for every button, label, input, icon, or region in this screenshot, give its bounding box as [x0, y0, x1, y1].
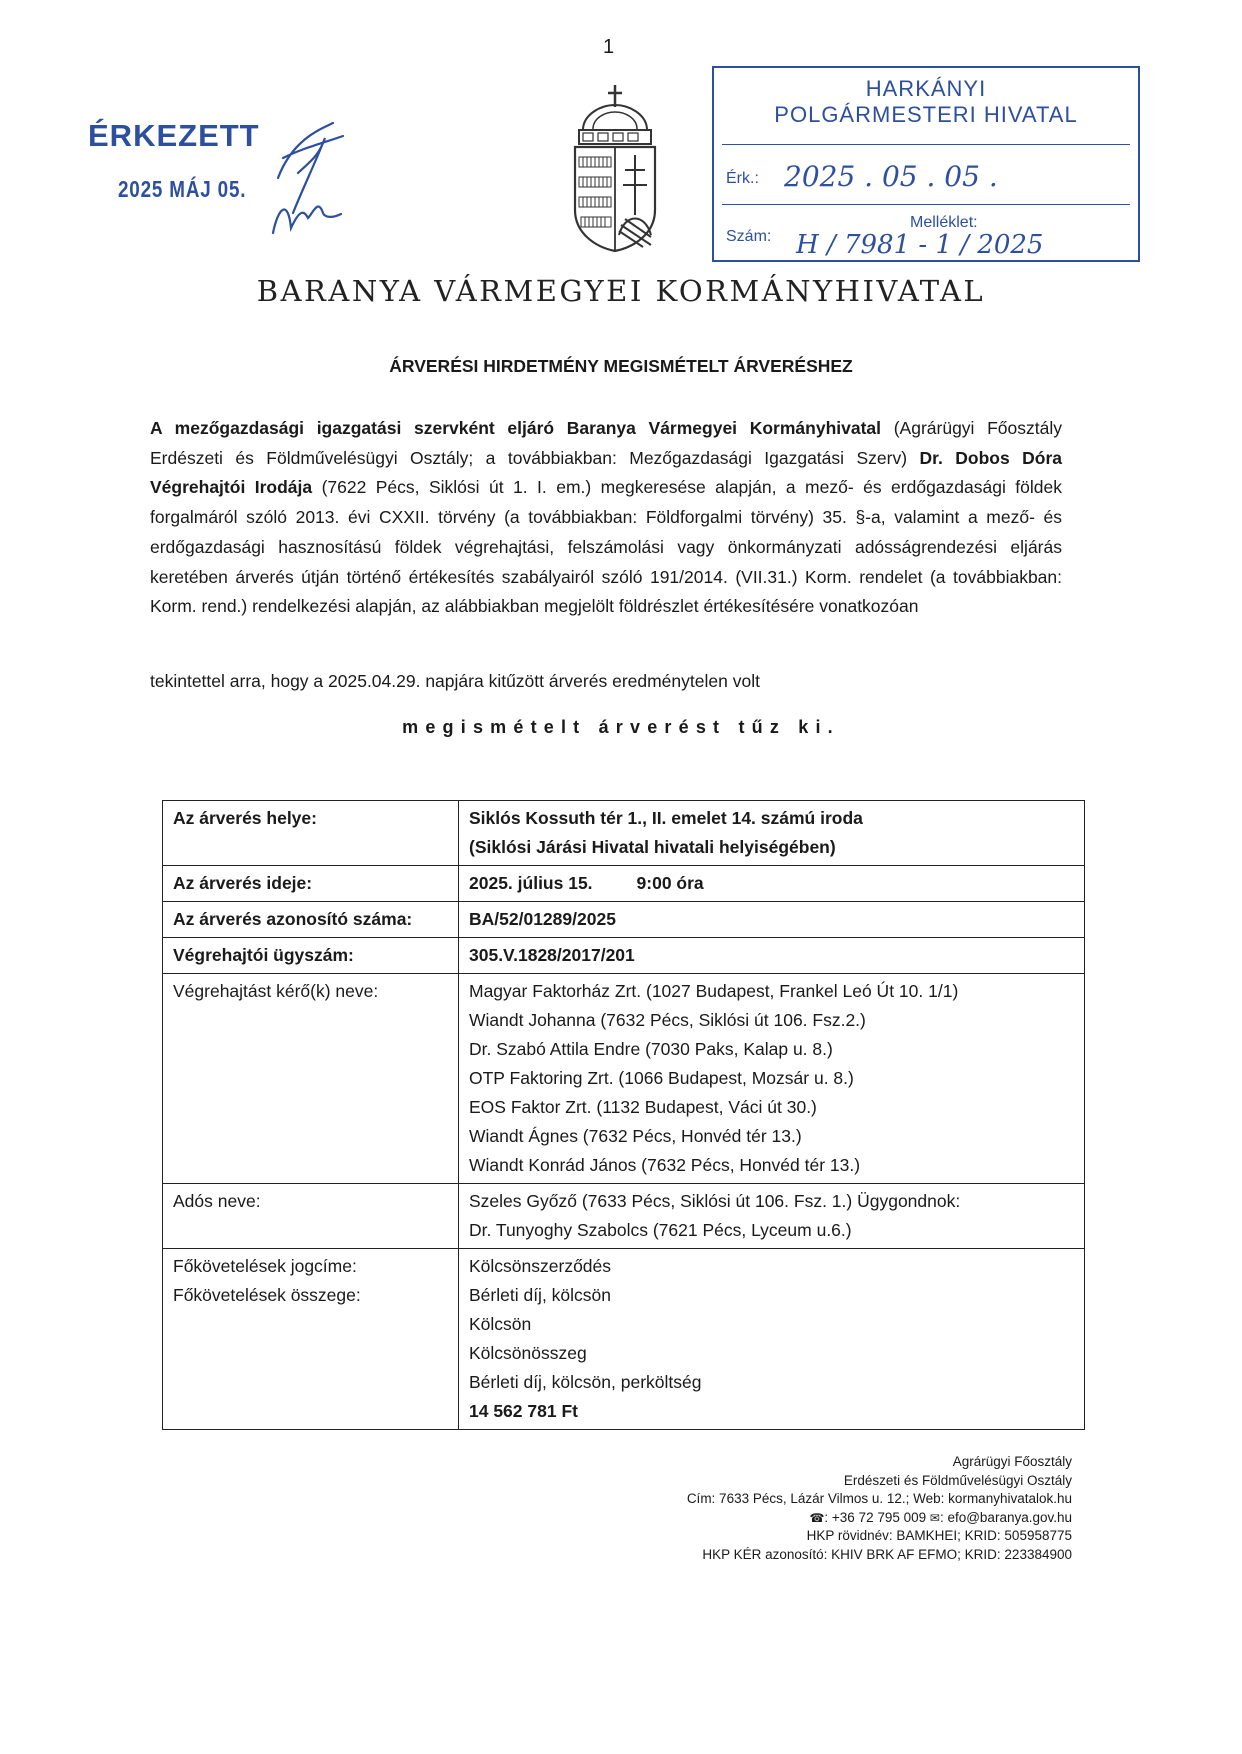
table-row [163, 866, 1085, 902]
place-label: Az árverés helye: [163, 801, 459, 866]
footer-unit: Erdészeti és Földművelésügyi Osztály [843, 1472, 1072, 1488]
phone-icon: ☎ [809, 1510, 825, 1525]
intro-text-2: (7622 Pécs, Siklósi út 1. I. em.) megkeresése alapján, a mező- és erdőgazdasági földek forgalmáról szóló 2013. évi CXXII. törvény (a továbbiakban: Földforgalmi törvény) 35. §-a, valamint a mező- és erdőgazdasági hasznosítású földek végrehajtási, felszámolási vagy önkormányzati adósságrendezési eljárás keretében árverés útján történő értékesítés szabályairól szóló 191/2014. (VII.31.) Korm. rendelet (a továbbiakban: Korm. rend.) rendelkezési alapján, az alábbiakban megjelölt földrészlet értékesítésére vonatkozóan [150, 477, 1062, 617]
claims-labels [163, 1249, 459, 1430]
case-label: Végrehajtói ügyszám: [163, 938, 459, 974]
table-row [163, 1184, 1085, 1249]
claim-item: Bérleti díj, kölcsön, perköltség [469, 1372, 702, 1392]
intro-bold-2: Dr. Dobos Dóra Végrehajtói Irodája [150, 447, 1062, 498]
claim-item: Bérleti díj, kölcsön [469, 1285, 612, 1305]
place-value-line: (Siklósi Járási Hivatal hivatali helyiségében) [469, 837, 836, 857]
claims-title-label: Főkövetelések jogcíme: [173, 1256, 357, 1276]
reception-stamp [712, 66, 1140, 262]
requester-item: Dr. Szabó Attila Endre (7030 Paks, Kalap u. 8.) [469, 1039, 833, 1059]
claim-item: Kölcsön [469, 1314, 532, 1334]
time-value [459, 866, 1085, 902]
announcement: megismételt árverést tűz ki. [402, 717, 840, 737]
requester-item: Magyar Faktorház Zrt. (1027 Budapest, Frankel Leó Út 10. 1/1) [469, 981, 959, 1001]
table-row [163, 1249, 1085, 1430]
requesters-list [459, 974, 1085, 1184]
claims-list [459, 1249, 1085, 1430]
arrival-stamp-label: ÉRKEZETT [88, 118, 260, 153]
debtor-line: Szeles Győző (7633 Pécs, Siklósi út 106. Fsz. 1.) Ügygondnok: [469, 1191, 961, 1211]
reception-office-line2: POLGÁRMESTERI HIVATAL [774, 102, 1078, 127]
footer-phone: : +36 72 795 009 [824, 1509, 927, 1525]
id-value: BA/52/01289/2025 [459, 902, 1085, 938]
requester-item: Wiandt Konrád János (7632 Pécs, Honvéd tér 13.) [469, 1155, 861, 1175]
intro-bold-1: A mezőgazdasági igazgatási szervként eljáró Baranya Vármegyei Kormányhivatal [150, 418, 882, 438]
table-row [163, 902, 1085, 938]
claims-total: 14 562 781 Ft [469, 1401, 578, 1421]
time-date: 2025. július 15. [469, 873, 593, 893]
requester-item: OTP Faktoring Zrt. (1066 Budapest, Mozsár u. 8.) [469, 1068, 854, 1088]
coat-of-arms [565, 85, 665, 255]
auction-info-table [162, 800, 1085, 1430]
place-value [459, 801, 1085, 866]
page-number: 1 [603, 36, 615, 58]
id-label: Az árverés azonosító száma: [163, 902, 459, 938]
claims-sum-label: Főkövetelések összege: [173, 1285, 361, 1305]
requester-item: Wiandt Ágnes (7632 Pécs, Honvéd tér 13.) [469, 1126, 802, 1146]
footer-address: Cím: 7633 Pécs, Lázár Vilmos u. 12.; Web: kormanyhivatalok.hu [686, 1491, 1072, 1506]
footer-department: Agrárügyi Főosztály [952, 1454, 1072, 1469]
reception-szam-value: H / 7981 - 1 / 2025 [796, 230, 1044, 260]
debtor-value [459, 1184, 1085, 1249]
intro-text-1: (Agrárügyi Főosztály Erdészeti és Földművelésügyi Osztály; a továbbiakban: Mezőgazdasági Igazgatási Szerv) [150, 418, 1063, 468]
requester-item: EOS Faktor Zrt. (1132 Budapest, Váci út 30.) [469, 1097, 817, 1117]
requesters-label: Végrehajtást kérő(k) neve: [163, 974, 459, 1184]
case-value: 305.V.1828/2017/201 [459, 938, 1085, 974]
reception-melleklet-label: Melléklet: [910, 214, 978, 231]
table-row [163, 974, 1085, 1184]
footer-email: : efo@baranya.gov.hu [939, 1509, 1072, 1525]
debtor-line: Dr. Tunyoghy Szabolcs (7621 Pécs, Lyceum u.6.) [469, 1220, 852, 1240]
claim-item: Kölcsönszerződés [469, 1256, 612, 1276]
table-row [163, 938, 1085, 974]
footer-phone-mail [472, 1509, 1072, 1528]
reception-office-line1: HARKÁNYI [865, 76, 987, 101]
intro-paragraph [150, 414, 1062, 622]
debtor-label: Adós neve: [163, 1184, 459, 1249]
reception-szam-label: Szám: [726, 228, 772, 245]
signature [263, 118, 353, 238]
time-label: Az árverés ideje: [163, 866, 459, 902]
table-row [163, 801, 1085, 866]
arrival-stamp [88, 118, 338, 248]
place-value-line: Siklós Kossuth tér 1., II. emelet 14. számú iroda [469, 808, 863, 828]
reception-erk-value: 2025 . 05 . 05 . [784, 160, 998, 193]
arrival-stamp-date: 2025 MÁJ 05. [118, 176, 247, 202]
reception-erk-label: Érk.: [726, 170, 759, 187]
footer-hkp-ker: HKP KÉR azonosító: KHIV BRK AF EFMO; KRID: 223384900 [702, 1546, 1072, 1562]
claim-item: Kölcsönösszeg [469, 1343, 587, 1363]
footer-contact [472, 1453, 1072, 1564]
mail-icon: ✉ [929, 1510, 940, 1525]
tekintettel-line: tekintettel arra, hogy a 2025.04.29. napjára kitűzött árverés eredménytelen volt [150, 671, 760, 691]
time-hour: 9:00 óra [636, 873, 704, 893]
organization-name: BARANYA VÁRMEGYEI KORMÁNYHIVATAL [256, 274, 986, 308]
requester-item: Wiandt Johanna (7632 Pécs, Siklósi út 106. Fsz.2.) [469, 1010, 866, 1030]
footer-hkp: HKP rövidnév: BAMKHEI; KRID: 505958775 [806, 1528, 1072, 1543]
document-title: ÁRVERÉSI HIRDETMÉNY MEGISMÉTELT ÁRVERÉSHEZ [389, 356, 853, 376]
